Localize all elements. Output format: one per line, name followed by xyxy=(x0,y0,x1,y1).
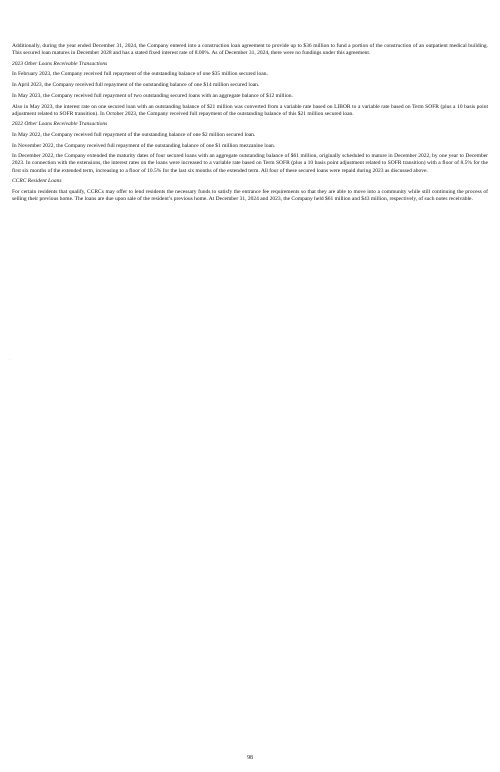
heading-2023-other-loans: 2023 Other Loans Receivable Transactions xyxy=(12,60,108,67)
paragraph-may-2023: In May 2023, the Company received full repayment of two outstanding secured loans with an aggregate balance of $12 million. xyxy=(12,92,293,99)
paragraph-april-2023: In April 2023, the Company received full repayment of the outstanding balance of one $14 million secured loan. xyxy=(12,82,260,89)
heading-ccrc-resident-loans: CCRC Resident Loans xyxy=(12,178,62,185)
document-body xyxy=(12,43,488,207)
paragraph-may-2022: In May 2022, the Company received full repayment of the outstanding balance of one $2 million secured loan. xyxy=(12,132,256,138)
paragraph-ccrc-resident-loans: For certain residents that qualify, CCRCs may offer to lend residents the necessary funds to satisfy the entrance fee requirements so that they are able to move into a community while still continuing the process of selling their previous home. The loans are due upon sale of the resident’s previous home. At December 31, 2024 and 2023, the Company held $61 million and $43 million, respectively, of such notes receivable. xyxy=(12,188,488,203)
heading-2022-other-loans: 2022 Other Loans Receivable Transactions xyxy=(12,121,108,128)
paragraph-november-2022: In November 2022, the Company received full repayment of the outstanding balance of one $1 million mezzanine loan. xyxy=(12,142,276,149)
paragraph-may-2023-interest-rate: Also in May 2023, the interest rate on one secured loan with an outstanding balance of $21 million was converted from a variable rate based on LIBOR to a variable rate based on Term SOFR (plus a 10 basis point adjustment related to SOFR transition). In October 2023, the Company received full repayment of the outstanding balance of this $21 million secured loan. xyxy=(12,103,488,117)
paragraph-december-2022: In December 2022, the Company extended the maturity dates of four secured loans with an aggregate outstanding balance of $61 million, originally scheduled to mature in December 2022, by one year to December 2023. In connection with the extensions, the interest rates on the loans were increased to a variable rate based on Term SOFR (plus a 10 basis point adjustment related to SOFR transition) with a floor of 8.5% for the first six months of the extended term, increasing to a floor of 10.5% for the last six months of the extended term. All four of these secured loans were repaid during 2023 as discussed above. xyxy=(12,153,488,174)
paragraph-construction-loan: Additionally, during the year ended December 31, 2024, the Company entered into a construction loan agreement to provide up to $36 million to fund a portion of the construction of an outpatient medical building. This secured loan matures in December 2028 and has a stated fixed interest rate of 8.00%. As of December 31, 2024, there were no fundings under this agreement. xyxy=(12,43,488,57)
page-number: 98 xyxy=(247,755,253,761)
stray-mark: . xyxy=(9,356,10,361)
paragraph-february-2023: In February 2023, the Company received full repayment of the outstanding balance of one $35 million secured loan. xyxy=(12,71,268,78)
